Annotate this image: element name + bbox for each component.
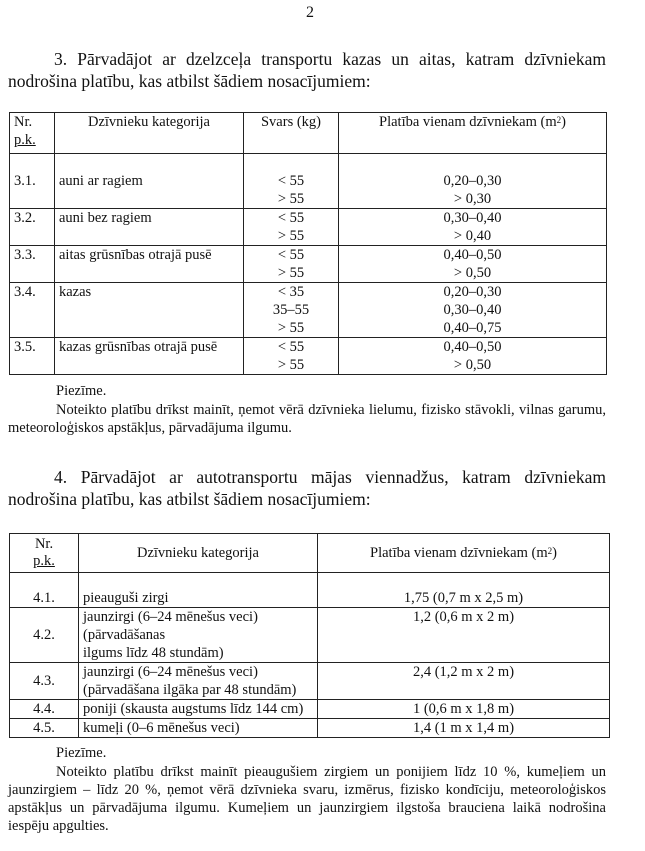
header-nr-line2: p.k.: [33, 553, 55, 569]
area-value: 0,30–0,40: [443, 210, 502, 226]
weight-value: < 55: [277, 210, 305, 226]
weight-value: 35–55: [272, 302, 310, 318]
weight-value: > 55: [277, 265, 305, 281]
area-value: > 0,30: [453, 191, 492, 207]
row-areas: [339, 246, 607, 283]
row-category: [79, 719, 318, 738]
sheep-goat-rail-table: [9, 112, 607, 375]
row-area: 1,2 (0,6 m x 2 m): [318, 608, 610, 663]
area-value: 0,40–0,75: [443, 320, 502, 336]
table-row: [10, 338, 607, 375]
weight-value: < 55: [277, 247, 305, 263]
table-row: [10, 154, 607, 209]
table-row: [10, 573, 610, 608]
weight-value: > 55: [277, 357, 305, 373]
table-row: [10, 246, 607, 283]
section-4-text: Pārvadājot ar autotransportu mājas viennadžus, katram dzīvniekam nodrošina platību, kas atbilst šādiem nosacījumiem:: [8, 467, 606, 509]
row-weights: [244, 209, 339, 246]
row-number: 3.5.: [10, 338, 55, 375]
section-4-number: 4.: [54, 467, 68, 487]
row-category: kazas: [55, 283, 244, 338]
table-row: [10, 209, 607, 246]
header-area-sup: 2: [556, 115, 562, 125]
section-3-note-text: Noteikto platību drīkst mainīt, ņemot vērā dzīvnieka lielumu, fizisko stāvokli, vilnas garumu, meteoroloģiskos apstākļus, pārvadājuma ilgumu.: [8, 402, 606, 436]
row-weights: [244, 338, 339, 375]
category-line: poniji (skausta augstums līdz 144 cm): [83, 701, 304, 717]
row-area: 1,4 (1 m x 1,4 m): [318, 719, 610, 738]
row-number: 4.2.: [10, 608, 79, 663]
section-3-text: Pārvadājot ar dzelzceļa transportu kazas un aitas, katram dzīvniekam nodrošina platību, kas atbilst šādiem nosacījumiem:: [8, 49, 607, 91]
header-area: [339, 113, 607, 154]
section-3-number: 3.: [54, 49, 68, 69]
row-category: [79, 573, 318, 608]
category-line: pieauguši zirgi: [83, 590, 169, 606]
row-number: 4.1.: [10, 573, 79, 608]
row-weights: [244, 154, 339, 209]
header-area-text: Platība vienam dzīvniekam (m: [370, 545, 548, 561]
area-value: > 0,40: [453, 228, 492, 244]
row-number: 3.4.: [10, 283, 55, 338]
row-category: [79, 608, 318, 663]
table-row: [10, 283, 607, 338]
category-line: ilgums līdz 48 stundām): [83, 645, 224, 661]
weight-value: < 55: [277, 173, 305, 189]
row-category: [79, 700, 318, 719]
area-value: 0,20–0,30: [443, 173, 502, 189]
row-number: 4.4.: [10, 700, 79, 719]
row-area: 1 (0,6 m x 1,8 m): [318, 700, 610, 719]
table-row: [10, 663, 610, 700]
section-3-note: [8, 401, 606, 437]
header-area-sup: 2: [547, 546, 553, 556]
section-4-intro: [8, 466, 606, 510]
area-value: > 0,50: [453, 357, 492, 373]
header-category: Dzīvnieku kategorija: [79, 534, 318, 573]
weight-value: > 55: [277, 320, 305, 336]
header-nr: [10, 534, 79, 573]
row-number: 4.5.: [10, 719, 79, 738]
row-areas: [339, 338, 607, 375]
header-nr-line2: p.k.: [14, 132, 36, 148]
weight-value: > 55: [277, 228, 305, 244]
header-area: [318, 534, 610, 573]
category-line: (pārvadāšana ilgāka par 48 stundām): [83, 682, 297, 698]
category-line: jaunzirgi (6–24 mēnešus veci): [83, 664, 258, 680]
section-3-intro: [8, 48, 606, 92]
header-area-close: ): [561, 114, 566, 130]
header-area-text: Platība vienam dzīvniekam (m: [379, 114, 557, 130]
header-weight: Svars (kg): [244, 113, 339, 154]
section-3-note-title: Piezīme.: [56, 383, 107, 399]
table-header-row: [10, 113, 607, 154]
weight-value: > 55: [277, 191, 305, 207]
section-4-note: [8, 763, 606, 835]
header-area-close: ): [552, 545, 557, 561]
row-weights: [244, 283, 339, 338]
header-nr-line1: Nr.: [14, 114, 33, 130]
area-value: > 0,50: [453, 265, 492, 281]
table-row: [10, 608, 610, 663]
row-category: [79, 663, 318, 700]
row-area: 1,75 (0,7 m x 2,5 m): [318, 573, 610, 608]
category-line: kumeļi (0–6 mēnešus veci): [83, 720, 240, 736]
category-line: jaunzirgi (6–24 mēnešus veci) (pārvadāšanas: [83, 609, 258, 643]
area-value: 0,40–0,50: [443, 339, 502, 355]
row-areas: [339, 209, 607, 246]
area-value: 0,40–0,50: [443, 247, 502, 263]
row-areas: [339, 154, 607, 209]
row-weights: [244, 246, 339, 283]
header-nr: [10, 113, 55, 154]
row-number: 4.3.: [10, 663, 79, 700]
weight-value: < 55: [277, 339, 305, 355]
area-value: 0,20–0,30: [443, 284, 502, 300]
row-area: 2,4 (1,2 m x 2 m): [318, 663, 610, 700]
row-number: 3.1.: [10, 154, 55, 209]
table-row: [10, 719, 610, 738]
header-nr-line1: Nr.: [34, 536, 54, 552]
row-category: aitas grūsnības otrajā pusē: [55, 246, 244, 283]
table-header-row: [10, 534, 610, 573]
row-areas: [339, 283, 607, 338]
table-row: [10, 700, 610, 719]
row-number: 3.2.: [10, 209, 55, 246]
page-number: 2: [306, 4, 314, 21]
horse-road-table: [9, 533, 610, 738]
row-category: auni bez ragiem: [55, 209, 244, 246]
area-value: 0,30–0,40: [443, 302, 502, 318]
header-category: Dzīvnieku kategorija: [55, 113, 244, 154]
row-number: 3.3.: [10, 246, 55, 283]
weight-value: < 35: [277, 284, 305, 300]
row-category: auni ar ragiem: [55, 154, 244, 209]
section-4-note-title: Piezīme.: [56, 745, 107, 761]
section-4-note-text: Noteikto platību drīkst mainīt pieaugušiem zirgiem un ponijiem līdz 10 %, kumeļiem un jaunzirgiem – līdz 20 %, ņemot vērā dzīvnieka svaru, izmērus, fizisko kondīciju, meteoroloģiskos apstākļus un pārvadājuma ilgumu. Kumeļiem un jaunzirgiem ilgstoša brauciena laikā nodrošina iespēju apgulties.: [8, 764, 606, 834]
row-category: kazas grūsnības otrajā pusē: [55, 338, 244, 375]
